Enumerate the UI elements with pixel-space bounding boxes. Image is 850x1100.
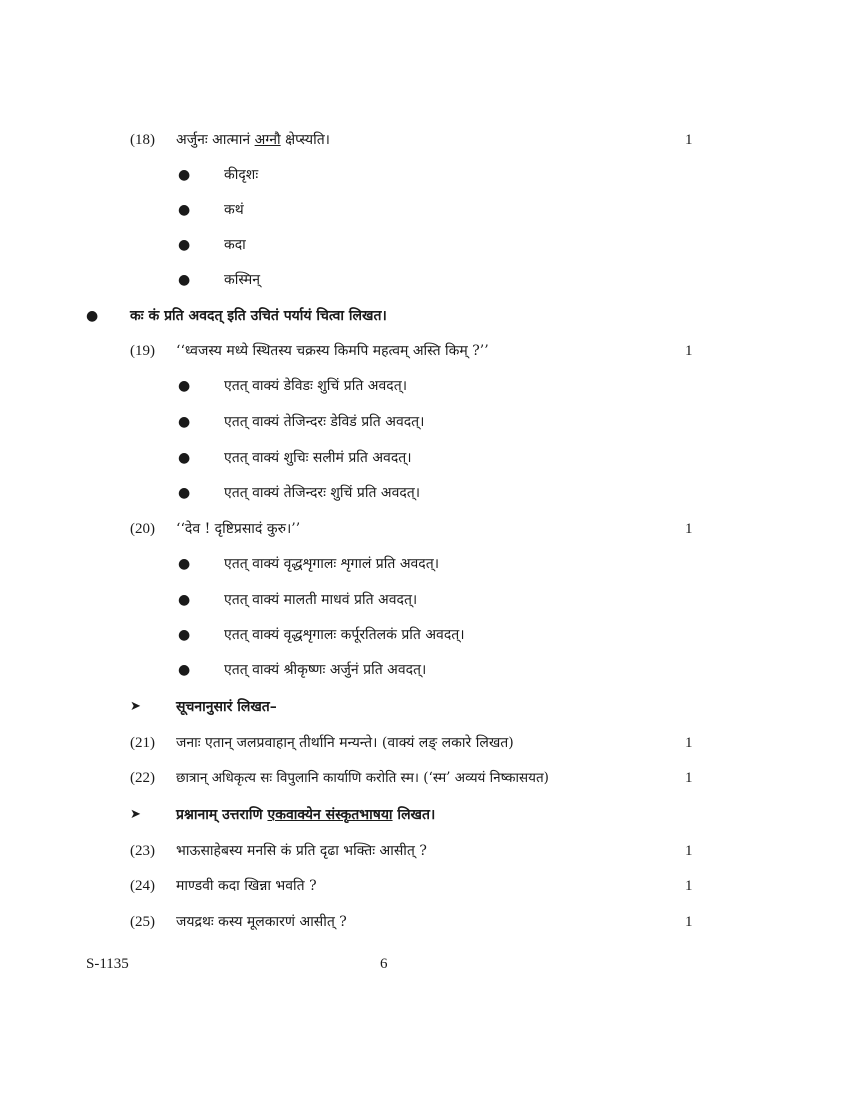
option-text: कथं: [224, 202, 244, 218]
bullet-icon: ●: [178, 450, 191, 466]
option: [0, 482, 850, 504]
bullet-icon: ●: [178, 237, 191, 253]
page-number: 6: [380, 956, 388, 972]
marks: 1: [685, 132, 693, 148]
marks: 1: [685, 878, 693, 894]
option-text: एतत् वाक्यं मालती माधवं प्रति अवदत्।: [224, 592, 418, 608]
question-23: [0, 840, 850, 862]
section-heading-text: सूचनानुसारं लिखत–: [176, 699, 277, 715]
question-text: ‘‘देव ! दृष्टिप्रसादं कुरु।’’: [176, 521, 301, 537]
option: [0, 411, 850, 433]
question-number: (21): [130, 735, 155, 751]
question-text: ‘‘ध्वजस्य मध्ये स्थितस्य चक्रस्य किमपि महत्वम् अस्ति किम् ?’’: [176, 343, 489, 359]
question-text: छात्रान् अधिकृत्य सः विपुलानि कार्याणि करोति स्म। (‘स्म’ अव्ययं निष्कासयत): [176, 770, 549, 786]
bullet-icon: ●: [178, 167, 191, 183]
option: [0, 553, 850, 575]
question-25: [0, 911, 850, 933]
option-text: एतत् वाक्यं तेजिन्दरः डेविडं प्रति अवदत्।: [224, 414, 425, 430]
bullet-icon: ●: [178, 592, 191, 608]
question-number: (24): [130, 878, 155, 894]
question-number: (19): [130, 343, 155, 359]
marks: 1: [685, 914, 693, 930]
option-text: एतत् वाक्यं श्रीकृष्णः अर्जुनं प्रति अवदत्।: [224, 662, 427, 678]
section-heading-text: प्रश्नानाम् उत्तराणि एकवाक्येन संस्कृतभाषया लिखत।: [176, 807, 436, 823]
option: [0, 269, 850, 291]
option: [0, 199, 850, 221]
bullet-icon: ●: [178, 414, 191, 430]
option-text: कदा: [224, 237, 246, 253]
question-18: [0, 129, 850, 151]
bullet-icon: ●: [178, 627, 191, 643]
paper-code: S-1135: [86, 956, 129, 972]
option-text: एतत् वाक्यं शुचिः सलीमं प्रति अवदत्।: [224, 450, 412, 466]
question-number: (18): [130, 132, 155, 148]
option-text: कस्मिन्: [224, 272, 260, 288]
option: [0, 447, 850, 469]
section-heading-text: कः कं प्रति अवदत् इति उचितं पर्यायं चित्वा लिखत।: [130, 308, 387, 324]
question-text: जनाः एतान् जलप्रवाहान् तीर्थानि मन्यन्ते। (वाक्यं लङ् लकारे लिखत): [176, 735, 514, 751]
option: [0, 589, 850, 611]
option-text: एतत् वाक्यं डेविडः शुचिं प्रति अवदत्।: [224, 378, 407, 394]
option: [0, 624, 850, 646]
question-text: माण्डवी कदा खिन्ना भवति ?: [176, 878, 317, 894]
question-19: [0, 340, 850, 362]
bullet-icon: ●: [178, 662, 191, 678]
question-22: [0, 767, 850, 789]
arrow-icon: ➤: [130, 807, 141, 822]
bullet-icon: ●: [86, 308, 99, 324]
underlined-word: अग्नौ: [254, 132, 281, 148]
section-heading: [0, 305, 850, 327]
marks: 1: [685, 770, 693, 786]
marks: 1: [685, 735, 693, 751]
arrow-icon: ➤: [130, 699, 141, 714]
option-text: कीदृशः: [224, 167, 259, 183]
option: [0, 234, 850, 256]
bullet-icon: ●: [178, 378, 191, 394]
marks: 1: [685, 521, 693, 537]
question-20: [0, 518, 850, 540]
marks: 1: [685, 843, 693, 859]
section-heading: [0, 804, 850, 826]
option: [0, 375, 850, 397]
question-text: अर्जुनः आत्मानं अग्नौ क्षेप्स्यति।: [176, 132, 330, 148]
bullet-icon: ●: [178, 202, 191, 218]
option-text: एतत् वाक्यं वृद्धशृगालः कर्पूरतिलकं प्रति अवदत्।: [224, 627, 465, 643]
option: [0, 659, 850, 681]
question-number: (20): [130, 521, 155, 537]
question-number: (25): [130, 914, 155, 930]
option-text: एतत् वाक्यं तेजिन्दरः शुचिं प्रति अवदत्।: [224, 485, 421, 501]
question-text: भाऊसाहेबस्य मनसि कं प्रति दृढा भक्तिः आसीत् ?: [176, 843, 427, 859]
section-heading: [0, 696, 850, 718]
option: [0, 164, 850, 186]
question-24: [0, 875, 850, 897]
option-text: एतत् वाक्यं वृद्धशृगालः शृगालं प्रति अवदत्।: [224, 556, 440, 572]
question-text: जयद्रथः कस्य मूलकारणं आसीत् ?: [176, 914, 347, 930]
question-number: (22): [130, 770, 155, 786]
marks: 1: [685, 343, 693, 359]
bullet-icon: ●: [178, 556, 191, 572]
bullet-icon: ●: [178, 485, 191, 501]
underlined-phrase: एकवाक्येन संस्कृतभाषया: [267, 807, 393, 823]
question-21: [0, 732, 850, 754]
bullet-icon: ●: [178, 272, 191, 288]
question-number: (23): [130, 843, 155, 859]
